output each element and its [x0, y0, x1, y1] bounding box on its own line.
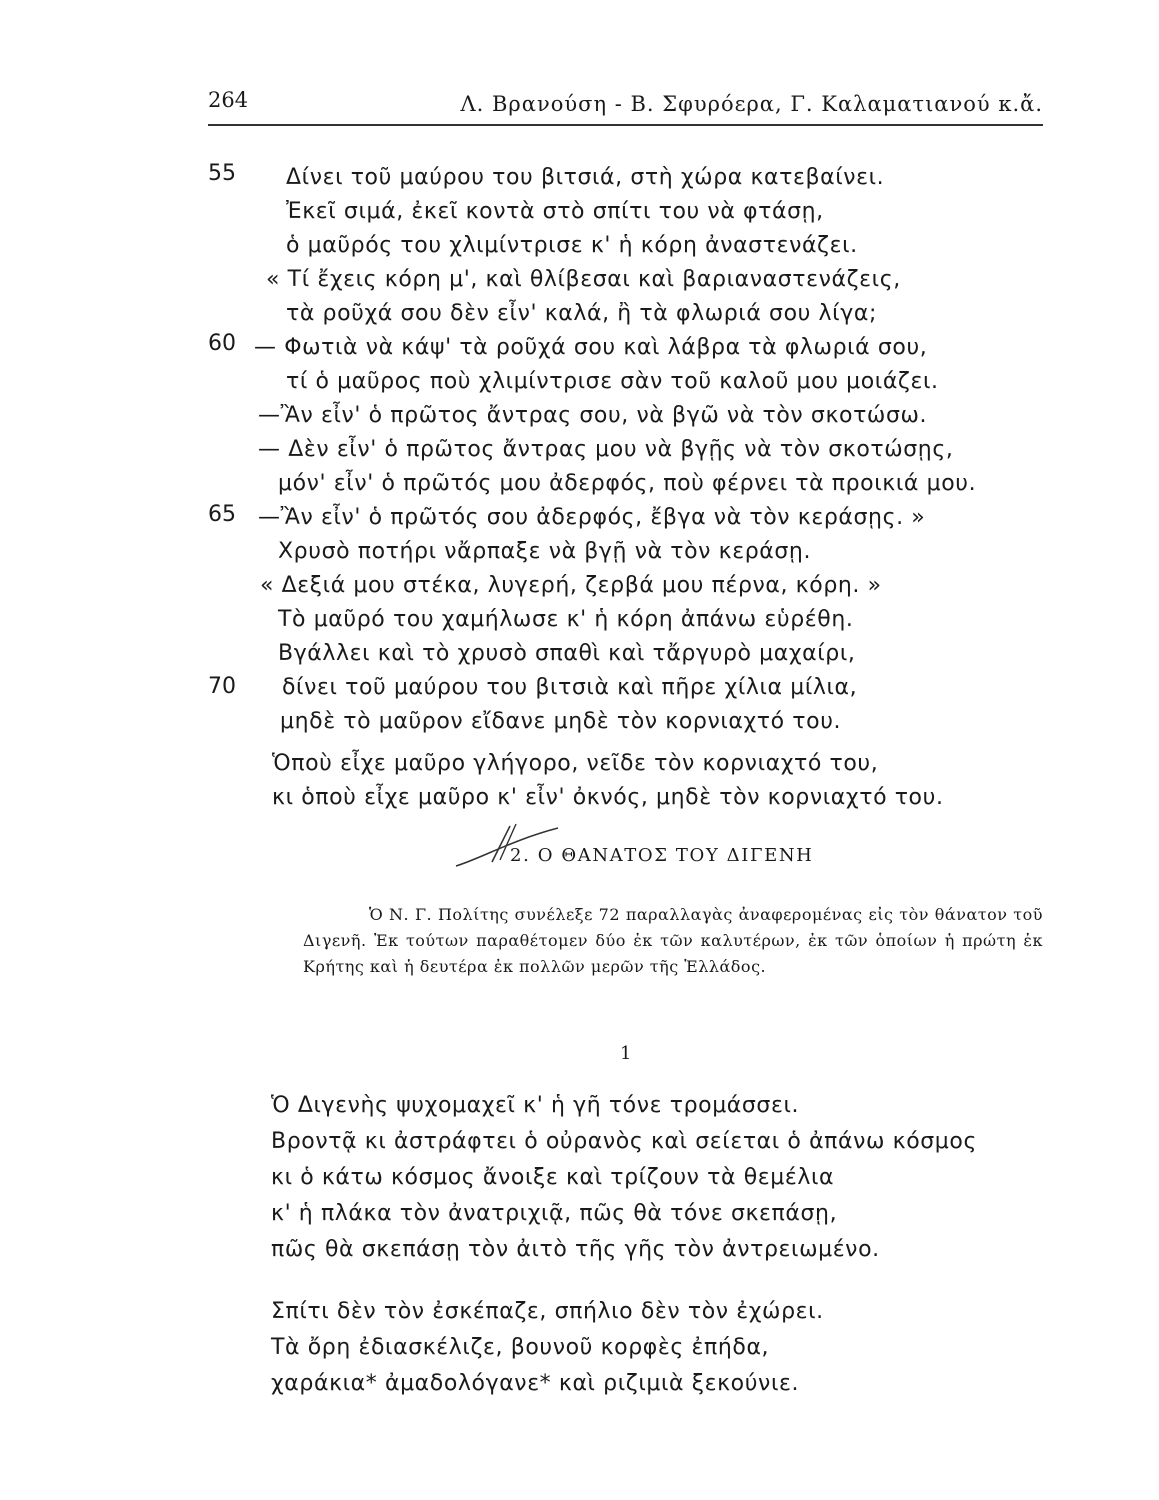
page-number: 264	[208, 88, 249, 112]
verse-line: Τὰ ὄρη ἐδιασκέλιζε, βουνοῦ κορφὲς ἐπήδα,	[271, 1335, 770, 1360]
section-title: Ο ΘΑΝΑΤΟΣ ΤΟΥ ΔΙΓΕΝΗ	[537, 845, 814, 866]
verse-line: —Ἂν εἶν' ὁ πρῶτός σου ἀδερφός, ἔβγα νὰ τὸν κεράσῃς. »	[258, 505, 926, 530]
poem-number: 1	[620, 1043, 632, 1064]
running-head-authors: Λ. Βρανούση - Β. Σφυρόερα, Γ. Καλαματιανού κ.ἄ.	[460, 92, 1043, 116]
line-number: 70	[208, 674, 236, 699]
verse-line: — Δὲν εἶν' ὁ πρῶτος ἄντρας μου νὰ βγῇς νὰ τὸν σκοτώσῃς,	[258, 437, 954, 462]
verse-line: Χρυσὸ ποτήρι νἄρπαξε νὰ βγῇ νὰ τὸν κεράσῃ.	[278, 539, 812, 564]
header-rule	[208, 124, 1043, 126]
verse-line: τὰ ροῦχά σου δὲν εἶν' καλά, ἢ τὰ φλωριά σου λίγα;	[286, 301, 877, 326]
verse-line: Βροντᾷ κι ἀστράφτει ὁ οὐρανὸς καὶ σείεται ὁ ἀπάνω κόσμος	[271, 1129, 977, 1154]
page-header	[208, 88, 1043, 122]
section-number: 2	[510, 845, 524, 866]
verse-line: — Φωτιὰ νὰ κάψ' τὰ ροῦχά σου καὶ λάβρα τὰ φλωριά σου,	[254, 335, 928, 360]
heading-period: .	[523, 845, 538, 866]
verse-line: « Τί ἔχεις κόρη μ', καὶ θλίβεσαι καὶ βαριαναστενάζεις,	[266, 267, 901, 292]
line-number: 60	[208, 331, 236, 356]
intro-note: Ὁ Ν. Γ. Πολίτης συνέλεξε 72 παραλλαγὰς ἀναφερομένας εἰς τὸν θάνατον τοῦ Διγενῆ. Ἐκ τούτων παραθέτομεν δύο ἐκ τῶν καλυτέρων, ἐκ τῶν ὁποίων ἡ πρώτη ἐκ Κρήτης καὶ ἡ δευτέρα ἐκ πολλῶν μερῶν τῆς Ἑλλάδος.	[303, 905, 1043, 976]
verse-line: Ὁποὺ εἶχε μαῦρο γλήγορο, νεῖδε τὸν κορνιαχτό του,	[272, 751, 879, 776]
verse-line: τί ὁ μαῦρος ποὺ χλιμίντρισε σὰν τοῦ καλοῦ μου μοιάζει.	[286, 369, 939, 394]
line-number: 65	[208, 502, 236, 527]
verse-line: —Ἂν εἶν' ὁ πρῶτος ἄντρας σου, νὰ βγῶ νὰ τὸν σκοτώσω.	[258, 403, 928, 428]
verse-line: κι ὁ κάτω κόσμος ἄνοιξε καὶ τρίζουν τὰ θεμέλια	[271, 1165, 835, 1190]
verse-line: δίνει τοῦ μαύρου του βιτσιὰ καὶ πῆρε χίλια μίλια,	[282, 675, 858, 700]
verse-line: κ' ἡ πλάκα τὸν ἀνατριχιᾷ, πῶς θὰ τόνε σκεπάσῃ,	[271, 1201, 838, 1226]
verse-line: Βγάλλει καὶ τὸ χρυσὸ σπαθὶ καὶ τἄργυρὸ μαχαίρι,	[278, 641, 856, 666]
verse-line: Ὁ Διγενὴς ψυχομαχεῖ κ' ἡ γῆ τόνε τρομάσσει.	[271, 1093, 800, 1118]
verse-line: ὁ μαῦρός του χλιμίντρισε κ' ἡ κόρη ἀναστενάζει.	[286, 233, 858, 258]
verse-line: κι ὁποὺ εἶχε μαῦρο κ' εἶν' ὀκνός, μηδὲ τὸν κορνιαχτό του.	[272, 785, 944, 810]
verse-line: Σπίτι δὲν τὸν ἐσκέπαζε, σπήλιο δὲν τὸν ἐχώρει.	[271, 1299, 824, 1324]
section-heading	[510, 845, 813, 866]
verse-line: Δίνει τοῦ μαύρου του βιτσιά, στὴ χώρα κατεβαίνει.	[286, 165, 885, 190]
line-number: 55	[208, 161, 236, 186]
verse-line: πῶς θὰ σκεπάσῃ τὸν ἀιτὸ τῆς γῆς τὸν ἀντρειωμένο.	[271, 1237, 880, 1262]
verse-line: Τὸ μαῦρό του χαμήλωσε κ' ἡ κόρη ἀπάνω εὑρέθη.	[278, 607, 854, 632]
verse-line: « Δεξιά μου στέκα, λυγερή, ζερβά μου πέρνα, κόρη. »	[260, 573, 882, 598]
verse-line: Ἐκεῖ σιμά, ἐκεῖ κοντὰ στὸ σπίτι του νὰ φτάσῃ,	[286, 199, 824, 224]
verse-line: χαράκια* ἀμαδολόγανε* καὶ ριζιμιὰ ξεκούνιε.	[271, 1371, 800, 1396]
verse-line: μόν' εἶν' ὁ πρῶτός μου ἀδερφός, ποὺ φέρνει τὰ προικιά μου.	[278, 471, 977, 496]
verse-line: μηδὲ τὸ μαῦρον εἴδανε μηδὲ τὸν κορνιαχτό του.	[280, 709, 842, 734]
